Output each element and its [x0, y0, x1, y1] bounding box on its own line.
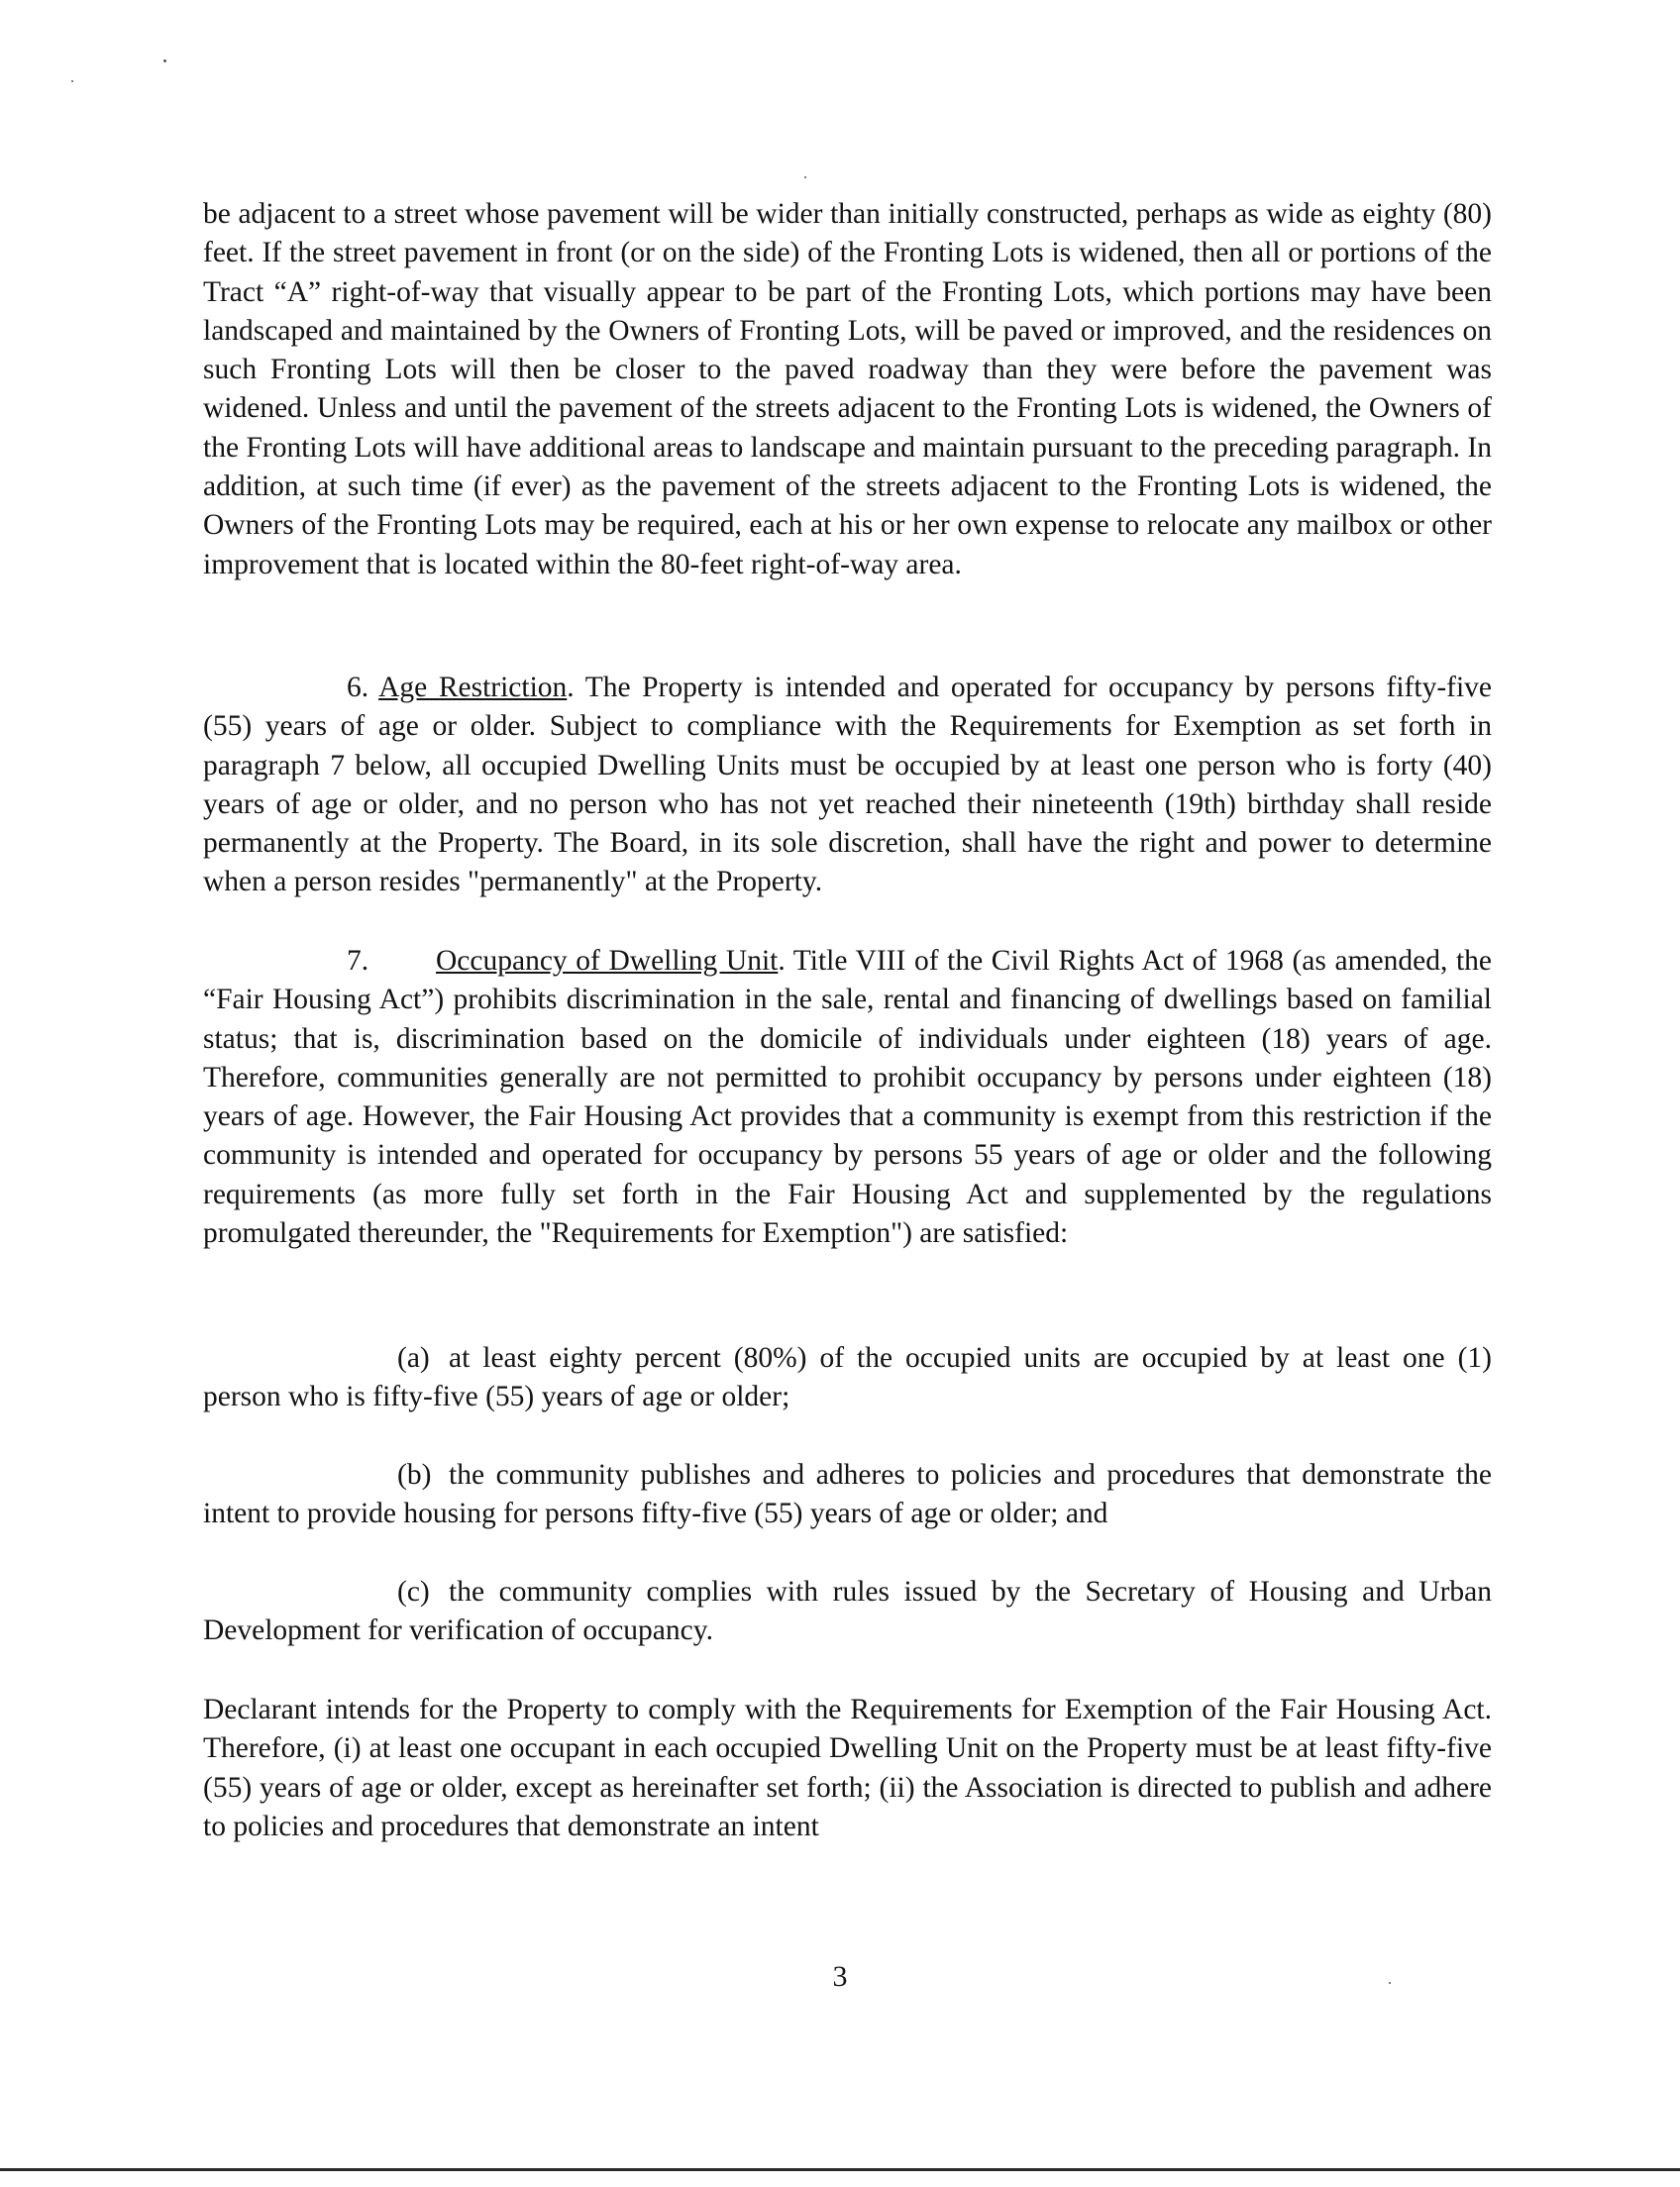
bottom-rule — [0, 2168, 1680, 2171]
requirement-label-a: (a) — [397, 1342, 430, 1374]
scan-speck — [71, 80, 73, 82]
section-6-number: 6. — [347, 672, 369, 703]
section-6-body: . The Property is intended and operated for occupancy by persons fifty-five (55) years of age or older. Subject to compliance with the Requirements for Exemption as set forth in paragraph 7 below, all occupied Dwelling Units must be occupied by at least one person who is forty (40) years of age or older, and no person who has not yet reached their nineteenth (19th) birthday shall reside permanently at the Property. The Board, in its sole discretion, shall have the right and power to determine when a person resides "permanently" at the Property. — [203, 672, 1493, 898]
requirement-item-c — [203, 1573, 1492, 1651]
declarant-paragraph: Declarant intends for the Property to comply with the Requirements for Exemption of the Fair Housing Act. Therefore, (i) at least one occupant in each occupied Dwelling Unit on the Property must be at least fifty-five (55) years of age or older, except as hereinafter set forth; (ii) the Association is directed to publish and adhere to policies and procedures that demonstrate an intent — [203, 1694, 1492, 1842]
requirement-item-a — [203, 1339, 1492, 1417]
section-7-number: 7. — [347, 945, 369, 977]
requirement-text-a: at least eighty percent (80%) of the occupied units are occupied by at least one (1) person who is fifty-five (55) years of age or older; — [203, 1342, 1492, 1413]
section-7-occupancy — [203, 942, 1492, 1253]
continued-paragraph: be adjacent to a street whose pavement will be wider than initially constructed, perhaps as wide as eighty (80) feet. If the street pavement in front (or on the side) of the Fronting Lots is widened, then all or portions of the Tract “A” right-of-way that visually appear to be part of the Fronting Lots, which portions may have been landscaped and maintained by the Owners of Fronting Lots, will be paved or improved, and the residences on such Fronting Lots will then be closer to the paved roadway than they were before the pavement was widened. Unless and until the pavement of the streets adjacent to the Fronting Lots is widened, the Owners of the Fronting Lots will have additional areas to landscape and maintain pursuant to the preceding paragraph. In addition, at such time (if ever) as the pavement of the streets adjacent to the Fronting Lots is widened, the Owners of the Fronting Lots may be required, each at his or her own expense to relocate any mailbox or other improvement that is located within the 80-feet right-of-way area. — [203, 198, 1492, 580]
scan-speck — [804, 176, 806, 178]
requirement-label-c: (c) — [397, 1576, 430, 1608]
section-7-body: . Title VIII of the Civil Rights Act of 1968 (as amended, the “Fair Housing Act”) prohibits discrimination in the sale, rental and financing of dwellings based on familial status; that is, discrimination based on the domicile of individuals under eighteen (18) years of age. Therefore, communities generally are not permitted to prohibit occupancy by persons under eighteen (18) years of age. However, the Fair Housing Act provides that a community is exempt from this restriction if the community is intended and operated for occupancy by persons 55 years of age or older and the following requirements (as more fully set forth in the Fair Housing Act and supplemented by the regulations promulgated thereunder, the "Requirements for Exemption") are satisfied: — [203, 945, 1492, 1250]
requirement-label-b: (b) — [397, 1459, 432, 1491]
section-7-heading: Occupancy of Dwelling Unit — [436, 945, 779, 977]
page-number: 3 — [832, 1960, 848, 1993]
scan-speck — [163, 59, 166, 62]
requirement-text-c: the community complies with rules issued by the Secretary of Housing and Urban Development for verification of occupancy. — [203, 1576, 1492, 1647]
requirement-text-b: the community publishes and adheres to policies and procedures that demonstrate the intent to provide housing for persons fifty-five (55) years of age or older; and — [203, 1459, 1492, 1530]
requirement-item-b — [203, 1456, 1492, 1534]
section-6-age-restriction — [203, 669, 1492, 902]
section-6-heading: Age Restriction — [378, 672, 568, 703]
